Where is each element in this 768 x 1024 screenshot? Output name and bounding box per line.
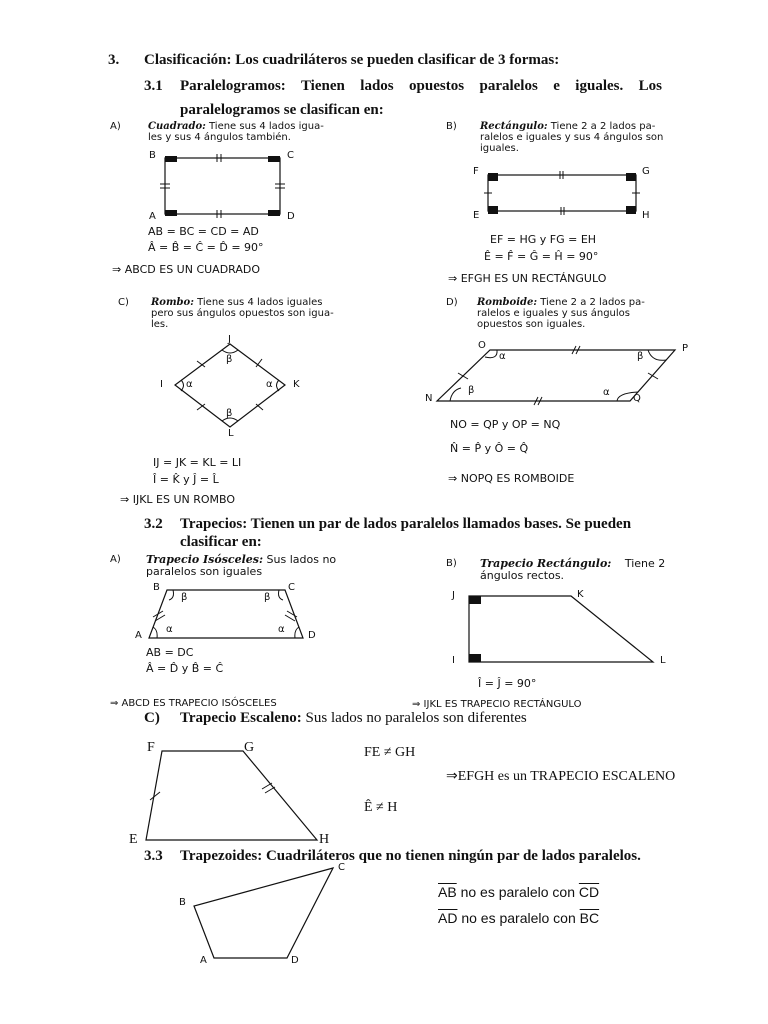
vertex-label: B [179, 897, 186, 908]
vertex-label: G [642, 166, 650, 177]
vertex-label: C [288, 582, 295, 593]
escaleno-eq3: Ê ≠ H [364, 800, 398, 815]
subsection-3-1-line1: Paralelogramos: Tienen lados opuestos paralelos e iguales. Los [180, 78, 662, 94]
subsection-3-1-line2: paralelogramos se clasifican en: [180, 102, 384, 118]
angle-label: β [181, 592, 188, 603]
angle-label: α [166, 624, 173, 635]
rombo-conclusion: ⇒ IJKL ES UN ROMBO [120, 493, 236, 506]
romboide-desc: Romboide: Tiene 2 a 2 lados pa- ralelos e iguales y sus ángulos opuestos son iguales. [477, 297, 645, 330]
cuadrado-letter: A) [110, 121, 121, 132]
angle-label: β [637, 351, 644, 362]
rombo-eq1: IJ = JK = KL = LI [153, 456, 242, 469]
subsection-3-2-line1: Trapecios: Tienen un par de lados paralelos llamados bases. Se pueden [180, 516, 632, 532]
subsection-3-2-line2: clasificar en: [180, 534, 262, 550]
vertex-label: O [478, 340, 486, 351]
angle-label: α [499, 351, 506, 362]
subsection-3-3-number: 3.3 [144, 848, 163, 864]
vertex-label: B [149, 150, 156, 161]
vertex-label: A [200, 955, 207, 966]
vertex-label: J [228, 334, 231, 345]
subsection-3-3-title: Trapezoides: Cuadriláteros que no tienen ningún par de lados paralelos. [180, 848, 641, 864]
vertex-label: F [473, 166, 479, 177]
isosceles-eq1: AB = DC [146, 646, 194, 659]
vertex-label: L [228, 428, 234, 439]
rectangulo-desc: Rectángulo: Tiene 2 a 2 lados pa- ralelos e iguales y sus 4 ángulos son iguales. [480, 121, 664, 154]
vertex-label: D [291, 955, 299, 966]
vertex-label: L [660, 655, 666, 666]
rectangulo-eq2: Ê = F̂ = Ĝ = Ĥ = 90° [484, 250, 599, 263]
cuadrado-eq2: Â = B̂ = Ĉ = D̂ = 90° [148, 241, 264, 254]
romboide-eq1: NO = QP y OP = NQ [450, 418, 561, 431]
rect-trap-eq1: Î = Ĵ = 90° [478, 677, 537, 690]
romboide-eq2: N̂ = P̂ y Ô = Q̂ [450, 442, 529, 455]
cuadrado-desc: Cuadrado: Tiene sus 4 lados igua- les y sus 4 ángulos también. [148, 121, 324, 143]
escaleno-heading: Trapecio Escaleno: Sus lados no paralelos son diferentes [180, 710, 527, 726]
romboide-letter: D) [446, 297, 458, 308]
rect-trap-desc: Trapecio Rectángulo: Tiene 2 ángulos rectos. [480, 557, 666, 582]
vertex-label: K [293, 379, 300, 390]
vertex-label: I [160, 379, 163, 390]
romboide-conclusion: ⇒ NOPQ ES ROMBOIDE [448, 472, 575, 485]
vertex-label: H [642, 210, 650, 221]
rombo-eq2: Î = K̂ y Ĵ = L̂ [153, 473, 219, 486]
rect-trap-letter: B) [446, 558, 457, 569]
rect-trap-conclusion: ⇒ IJKL ES TRAPECIO RECTÁNGULO [412, 699, 582, 710]
angle-label: α [603, 387, 610, 398]
angle-label: β [226, 354, 233, 365]
escaleno-letter: C) [144, 710, 160, 726]
vertex-label: C [287, 150, 294, 161]
vertex-label: A [149, 211, 156, 222]
trapezoid-relation-1: $\overline{AB}$ no es paralelo con $\overline{CD}$ [438, 884, 600, 900]
angle-label: β [264, 592, 271, 603]
vertex-label: H [319, 832, 330, 847]
vertex-label: N [425, 393, 433, 404]
rectangulo-conclusion: ⇒ EFGH ES UN RECTÁNGULO [448, 272, 607, 285]
subsection-3-1-number: 3.1 [144, 78, 163, 94]
angle-label: α [186, 379, 193, 390]
vertex-label: I [452, 655, 455, 666]
cuadrado-conclusion: ⇒ ABCD ES UN CUADRADO [112, 263, 261, 276]
escaleno-eq2: ⇒EFGH es un TRAPECIO ESCALENO [446, 769, 676, 784]
vertex-label: J [452, 590, 455, 601]
section-title: Clasificación: Los cuadriláteros se pueden clasificar de 3 formas: [144, 52, 560, 68]
vertex-label: F [147, 740, 155, 755]
angle-label: α [266, 379, 273, 390]
angle-label: α [278, 624, 285, 635]
vertex-label: B [153, 582, 160, 593]
escaleno-eq1: FE ≠ GH [364, 745, 416, 760]
rombo-letter: C) [118, 297, 129, 308]
angle-label: β [226, 408, 233, 419]
section-number: 3. [108, 52, 120, 68]
vertex-label: E [473, 210, 480, 221]
trapezoid-relation-2: $\overline{AD}$ no es paralelo con $\overline{BC}$ [438, 910, 600, 926]
rombo-desc: Rombo: Tiene sus 4 lados iguales pero sus ángulos opuestos son igua- les. [151, 297, 334, 330]
isosceles-desc: Trapecio Isósceles: Sus lados no paralelos son iguales [146, 553, 337, 578]
vertex-label: P [682, 343, 689, 354]
vertex-label: C [338, 862, 345, 873]
isosceles-conclusion: ⇒ ABCD ES TRAPECIO ISÓSCELES [110, 698, 277, 709]
rectangulo-letter: B) [446, 121, 457, 132]
vertex-label: D [287, 211, 295, 222]
isosceles-letter: A) [110, 554, 121, 565]
vertex-label: A [135, 630, 142, 641]
vertex-label: G [244, 740, 255, 755]
vertex-label: K [577, 589, 584, 600]
vertex-label: E [129, 832, 138, 847]
subsection-3-2-number: 3.2 [144, 516, 163, 532]
isosceles-eq2: Â = D̂ y B̂ = Ĉ [146, 662, 224, 675]
vertex-label: D [308, 630, 316, 641]
vertex-label: Q [633, 393, 641, 404]
cuadrado-eq1: AB = BC = CD = AD [148, 225, 259, 238]
angle-label: β [468, 385, 475, 396]
rectangulo-eq1: EF = HG y FG = EH [490, 233, 597, 246]
